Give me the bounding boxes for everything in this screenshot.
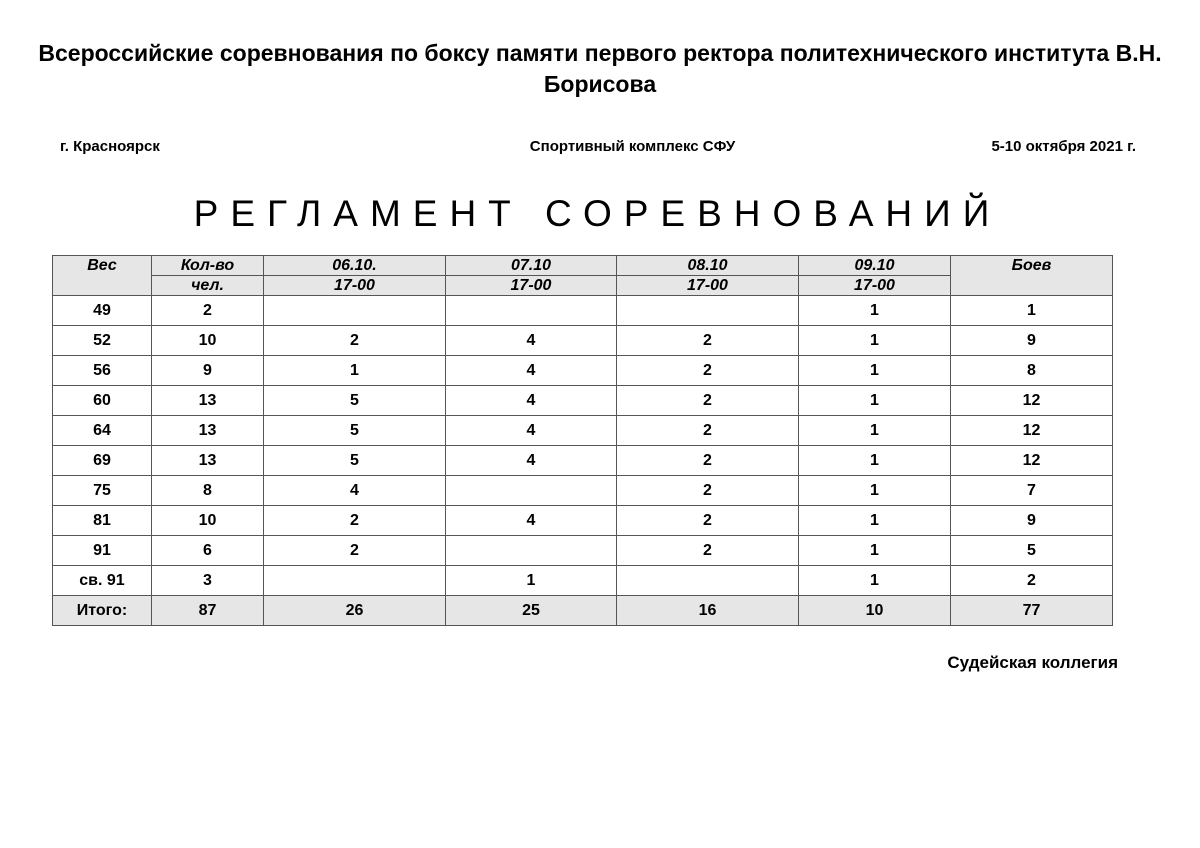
cell-fights: 9: [951, 326, 1113, 356]
total-fights: 77: [951, 596, 1113, 626]
cell-day3: 2: [617, 416, 799, 446]
cell-day1: 1: [264, 356, 446, 386]
cell-day4: 1: [799, 566, 951, 596]
cell-day3: [617, 566, 799, 596]
total-row: [53, 596, 1113, 626]
table-row: [53, 536, 1113, 566]
regulation-heading: РЕГЛАМЕНТ СОРЕВНОВАНИЙ: [193, 193, 1002, 234]
table-row: [53, 296, 1113, 326]
header-day3-time: 17-00: [617, 276, 799, 296]
cell-count: 8: [152, 476, 264, 506]
cell-count: 3: [152, 566, 264, 596]
header-day2-time: 17-00: [446, 276, 617, 296]
cell-day1: 5: [264, 446, 446, 476]
cell-day4: 1: [799, 476, 951, 506]
cell-weight: 81: [53, 506, 152, 536]
cell-day2: 4: [446, 446, 617, 476]
cell-day1: 5: [264, 416, 446, 446]
judges-panel-label: Судейская коллегия: [947, 653, 1118, 672]
cell-count: 13: [152, 416, 264, 446]
cell-day1: [264, 296, 446, 326]
cell-day4: 1: [799, 386, 951, 416]
city-label: г. Красноярск: [60, 138, 160, 155]
header-day2-date: 07.10: [446, 256, 617, 276]
cell-count: 2: [152, 296, 264, 326]
cell-day2: 1: [446, 566, 617, 596]
venue-label: Спортивный комплекс СФУ: [529, 138, 736, 155]
cell-day1: 2: [264, 326, 446, 356]
cell-day2: [446, 536, 617, 566]
header-fights: Боев: [951, 256, 1113, 296]
cell-day1: 2: [264, 506, 446, 536]
header-day1-time: 17-00: [264, 276, 446, 296]
cell-fights: 1: [951, 296, 1113, 326]
cell-fights: 7: [951, 476, 1113, 506]
table-row: [53, 356, 1113, 386]
cell-day2: [446, 476, 617, 506]
table-row: [53, 506, 1113, 536]
total-day4: 10: [799, 596, 951, 626]
total-label: Итого:: [53, 596, 152, 626]
cell-count: 10: [152, 326, 264, 356]
header-count-line2: чел.: [152, 276, 264, 296]
cell-day2: 4: [446, 356, 617, 386]
header-day3-date: 08.10: [617, 256, 799, 276]
cell-day2: [446, 296, 617, 326]
cell-day1: 5: [264, 386, 446, 416]
dates-label: 5-10 октября 2021 г.: [991, 138, 1136, 155]
cell-day4: 1: [799, 536, 951, 566]
header-day4-date: 09.10: [799, 256, 951, 276]
cell-weight: 91: [53, 536, 152, 566]
cell-day2: 4: [446, 416, 617, 446]
table-row: [53, 326, 1113, 356]
cell-fights: 2: [951, 566, 1113, 596]
cell-day3: [617, 296, 799, 326]
cell-day3: 2: [617, 446, 799, 476]
cell-fights: 12: [951, 446, 1113, 476]
cell-day4: 1: [799, 356, 951, 386]
cell-count: 13: [152, 446, 264, 476]
cell-day1: [264, 566, 446, 596]
cell-weight: 56: [53, 356, 152, 386]
cell-count: 6: [152, 536, 264, 566]
cell-fights: 12: [951, 386, 1113, 416]
cell-day2: 4: [446, 386, 617, 416]
cell-day3: 2: [617, 536, 799, 566]
cell-weight: 64: [53, 416, 152, 446]
cell-weight: 52: [53, 326, 152, 356]
cell-fights: 5: [951, 536, 1113, 566]
total-count: 87: [152, 596, 264, 626]
header-count-line1: Кол-во: [152, 256, 264, 276]
table-row: [53, 566, 1113, 596]
cell-day4: 1: [799, 506, 951, 536]
table-row: [53, 476, 1113, 506]
cell-day3: 2: [617, 476, 799, 506]
cell-count: 10: [152, 506, 264, 536]
cell-day2: 4: [446, 326, 617, 356]
cell-fights: 9: [951, 506, 1113, 536]
cell-weight: св. 91: [53, 566, 152, 596]
cell-count: 13: [152, 386, 264, 416]
cell-day3: 2: [617, 506, 799, 536]
cell-day4: 1: [799, 296, 951, 326]
cell-weight: 69: [53, 446, 152, 476]
cell-weight: 49: [53, 296, 152, 326]
header-day1-date: 06.10.: [264, 256, 446, 276]
cell-day1: 2: [264, 536, 446, 566]
cell-day2: 4: [446, 506, 617, 536]
cell-weight: 60: [53, 386, 152, 416]
cell-day4: 1: [799, 416, 951, 446]
cell-day3: 2: [617, 356, 799, 386]
table-row: [53, 386, 1113, 416]
cell-day3: 2: [617, 326, 799, 356]
cell-fights: 8: [951, 356, 1113, 386]
cell-day1: 4: [264, 476, 446, 506]
cell-weight: 75: [53, 476, 152, 506]
header-day4-time: 17-00: [799, 276, 951, 296]
total-day3: 16: [617, 596, 799, 626]
cell-day4: 1: [799, 446, 951, 476]
cell-count: 9: [152, 356, 264, 386]
total-day1: 26: [264, 596, 446, 626]
header-weight: Вес: [53, 256, 152, 296]
cell-day3: 2: [617, 386, 799, 416]
table-row: [53, 446, 1113, 476]
cell-fights: 12: [951, 416, 1113, 446]
cell-day4: 1: [799, 326, 951, 356]
schedule-table: [52, 255, 1113, 626]
document-title: Всероссийские соревнования по боксу памяти первого ректора политехнического института В.Н. Борисова: [38, 40, 1162, 97]
table-row: [53, 416, 1113, 446]
total-day2: 25: [446, 596, 617, 626]
